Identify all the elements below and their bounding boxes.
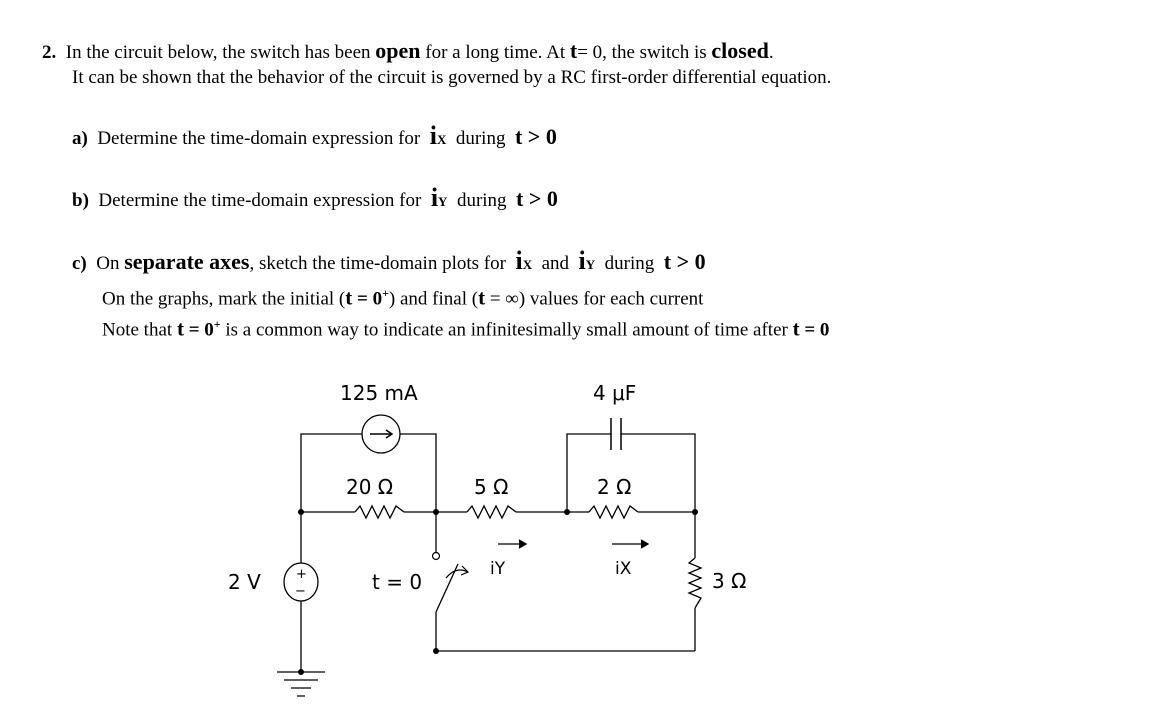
problem-line-2: It can be shown that the behavior of the circuit is governed by a RC first-order differential equation. <box>72 67 832 88</box>
intro-open: open <box>375 38 421 63</box>
label-minus: − <box>295 584 306 599</box>
problem-number: 2. <box>42 42 57 63</box>
label-r3: 2 Ω <box>597 475 632 499</box>
part-c-separate: separate axes <box>124 249 250 274</box>
label-iy: iY <box>490 559 506 579</box>
capacitor-symbol <box>611 418 621 450</box>
iy-symbol: i <box>430 183 439 212</box>
part-c-on: On <box>96 253 120 274</box>
switch-arrow-icon <box>446 566 468 578</box>
node-dot <box>298 509 304 515</box>
part-a-label: a) <box>72 128 88 149</box>
ix-arrow-icon <box>612 540 648 548</box>
iy-subscript: Y <box>438 194 448 209</box>
node-dot <box>298 669 304 675</box>
part-c-text: , sketch the time-domain plots for <box>249 253 506 274</box>
note-end-t: t <box>792 316 800 341</box>
node-dot <box>433 509 439 515</box>
note-eq: = 0 <box>188 319 214 341</box>
label-voltage-source: 2 V <box>228 570 261 594</box>
label-r1: 20 Ω <box>346 475 394 499</box>
part-c-condition: t > 0 <box>663 249 706 274</box>
intro-closed: closed <box>711 38 769 63</box>
part-a-text: Determine the time-domain expression for <box>97 128 421 149</box>
intro-t: t <box>569 38 578 63</box>
part-a-condition: t > 0 <box>514 124 557 149</box>
ix-subscript-c: X <box>522 257 533 272</box>
label-r4: 3 Ω <box>712 569 747 593</box>
part-c-eq0: = 0 <box>357 288 383 310</box>
label-ix: iX <box>615 559 632 579</box>
node-dot <box>433 648 439 654</box>
resistor-20-ohm <box>355 506 404 518</box>
ground-symbol <box>277 672 325 696</box>
part-b-text: Determine the time-domain expression for <box>98 190 422 211</box>
intro-text-a: In the circuit below, the switch has been <box>65 42 371 63</box>
part-c-label: c) <box>72 253 87 274</box>
part-c-sup: + <box>382 286 389 300</box>
resistor-5-ohm <box>467 506 516 518</box>
label-r2: 5 Ω <box>474 475 509 499</box>
intro-eq: = 0, the switch is <box>577 42 707 63</box>
part-b-condition: t > 0 <box>516 186 558 211</box>
note-b: is a common way to indicate an infinitesimally small amount of time after <box>225 319 788 341</box>
part-c-during: during <box>604 253 655 274</box>
part-b-during: during <box>456 190 507 211</box>
ix-symbol: i <box>429 121 437 150</box>
part-b-label: b) <box>72 190 89 211</box>
part-c-t0: t <box>345 285 353 310</box>
label-switch: t = 0 <box>372 570 423 594</box>
ix-symbol-c: i <box>515 246 523 275</box>
intro-text-b: for a long time. At <box>425 42 566 63</box>
part-c-tinf: t <box>478 285 486 310</box>
part-c-line2-b: ) and final ( <box>388 288 479 310</box>
iy-subscript-c: Y <box>585 257 596 272</box>
iy-symbol-c: i <box>578 246 586 275</box>
note-sup: + <box>213 317 221 331</box>
iy-arrow-icon <box>498 540 526 548</box>
note-t: t <box>176 316 184 341</box>
label-current-source: 125 mA <box>340 381 418 405</box>
intro-end: . <box>768 42 774 63</box>
note-end-eq: = 0 <box>804 319 830 341</box>
switch-top-terminal <box>433 553 440 560</box>
wire-bottom <box>436 512 695 651</box>
resistor-2-ohm <box>589 506 638 518</box>
part-c-eqinf: = ∞) values for each current <box>489 288 704 310</box>
node-dot <box>692 509 698 515</box>
part-c-and: and <box>541 253 570 274</box>
part-c-line2-a: On the graphs, mark the initial ( <box>102 288 346 310</box>
label-capacitor: 4 μF <box>593 381 637 405</box>
wire-cap-loop <box>567 434 695 512</box>
note-a: Note that <box>102 319 173 341</box>
ix-subscript: X <box>436 132 447 147</box>
resistor-3-ohm <box>689 558 701 608</box>
node-dot <box>564 509 570 515</box>
part-a-during: during <box>455 128 506 149</box>
label-plus: + <box>296 567 307 582</box>
